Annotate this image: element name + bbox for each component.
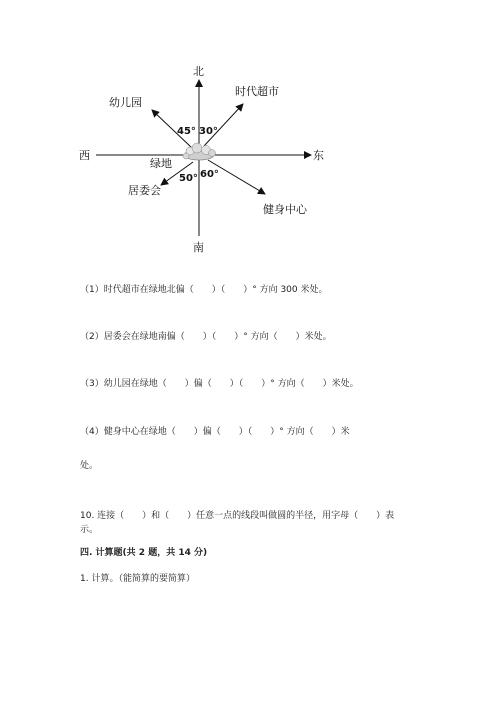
question-4-continuation: 处。 (80, 461, 99, 471)
section-title: 四. 计算题(共 2 题，共 14 分) (80, 548, 208, 558)
kindergarten-label: 幼儿园 (109, 96, 142, 109)
question-2: （2）居委会在绿地南偏（ ）（ ）° 方向（ ）米处。 (80, 332, 332, 342)
supermarket-label: 时代超市 (235, 85, 279, 98)
greenery-icon (183, 143, 216, 160)
south-label: 南 (193, 241, 204, 254)
center-label: 绿地 (150, 157, 172, 170)
question-10: 10. 连接（ ）和（ ）任意一点的线段叫做圆的半径，用字母（ ）表 (80, 511, 395, 521)
question-3: （3）幼儿园在绿地（ ）偏（ ）（ ）° 方向（ ）米处。 (80, 379, 359, 389)
east-label: 东 (313, 149, 324, 162)
west-label: 西 (79, 149, 90, 162)
angle-50-label: 50° (179, 173, 198, 184)
question-1: （1）时代超市在绿地北偏（ ）（ ）° 方向 300 米处。 (80, 285, 328, 295)
fitness-label: 健身中心 (263, 203, 307, 216)
north-label: 北 (193, 65, 204, 78)
angle-30-label: 30° (199, 126, 218, 137)
committee-label: 居委会 (128, 184, 161, 197)
question-4: （4）健身中心在绿地（ ）偏（ ）（ ）° 方向（ ）米 (80, 427, 350, 437)
question-10-continuation: 示。 (80, 525, 99, 535)
compass-diagram (0, 0, 500, 270)
angle-60-label: 60° (200, 169, 219, 180)
angle-45-label: 45° (177, 126, 196, 137)
calc-question: 1. 计算。（能简算的要简算） (80, 574, 195, 584)
ray-supermarket (204, 104, 243, 146)
